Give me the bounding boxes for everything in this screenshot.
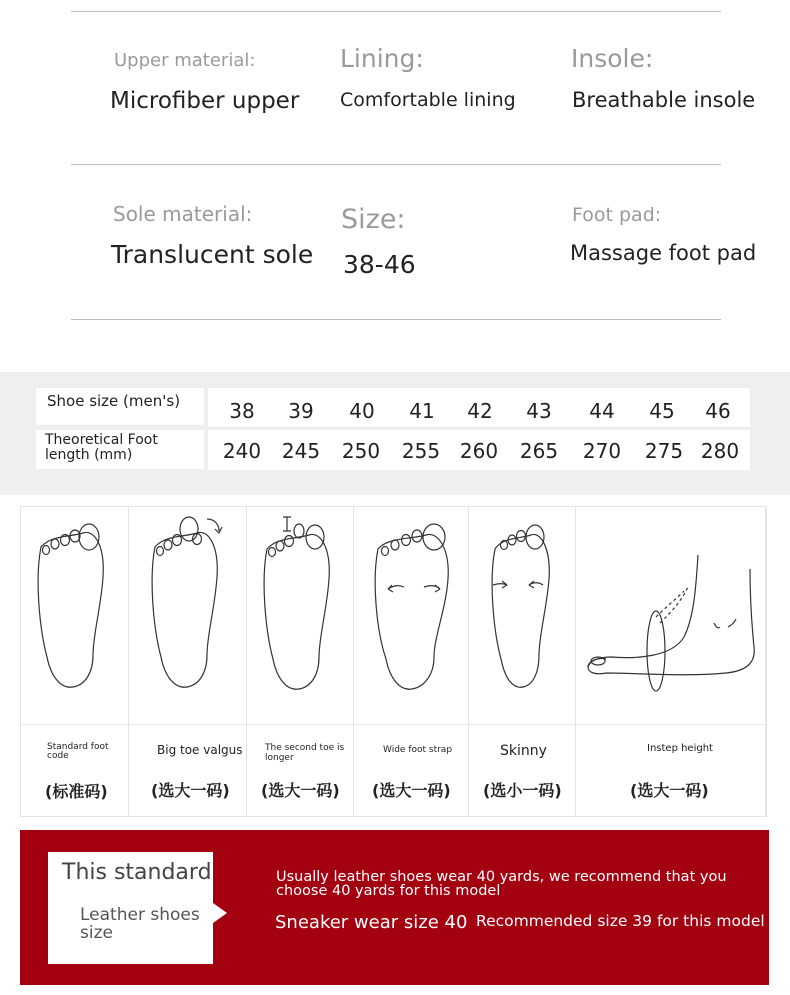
length-cell: 250 — [341, 439, 381, 463]
length-cell: 270 — [582, 439, 622, 463]
foot-type-label: Skinny — [500, 743, 547, 759]
foot-type-recommendation: (选大一码) — [372, 781, 451, 800]
divider-middle — [71, 164, 721, 165]
size-row-header: Shoe size (men's) — [47, 392, 181, 410]
foot-type-recommendation: (选大一码) — [151, 781, 230, 800]
size-label: Size: — [341, 204, 406, 235]
sole-material-value: Translucent sole — [111, 240, 314, 269]
foot-type-label: Wide foot strap — [383, 745, 453, 755]
banner-recommendation: Recommended size 39 for this model — [476, 912, 765, 930]
length-row-header: Theoretical Foot length (mm) — [45, 432, 158, 463]
foot-type-label: Big toe valgus — [157, 743, 243, 757]
insole-value: Breathable insole — [572, 88, 756, 112]
foot-type-label: Standard foot code — [47, 742, 109, 761]
size-recommendation-banner — [20, 830, 769, 985]
size-row-header-cell — [36, 388, 204, 425]
size-table — [0, 372, 790, 495]
upper-material-label: Upper material: — [114, 50, 256, 71]
standard-card-subtitle: Leather shoes size — [80, 905, 200, 943]
size-cell: 42 — [467, 399, 493, 423]
size-cell: 45 — [649, 399, 675, 423]
foot-type-label: Instep height — [647, 743, 713, 754]
foot-type-big-toe-valgus — [129, 507, 247, 816]
foot-type-wide-foot — [354, 507, 469, 816]
foot-type-label: The second toe is longer — [265, 743, 345, 763]
upper-material-value: Microfiber upper — [110, 88, 300, 114]
long-second-toe-foot-icon — [247, 507, 354, 724]
length-cell: 255 — [401, 439, 441, 463]
big-toe-valgus-foot-icon — [129, 507, 247, 724]
foot-type-recommendation: (标准码) — [45, 782, 108, 801]
foot-pad-value: Massage foot pad — [570, 241, 757, 265]
foot-type-skinny — [469, 507, 576, 816]
instep-side-foot-icon — [576, 507, 766, 724]
size-cell: 44 — [589, 399, 615, 423]
divider-bottom — [71, 319, 721, 320]
size-cell: 46 — [705, 399, 731, 423]
lining-value: Comfortable lining — [340, 89, 516, 111]
length-cell: 260 — [459, 439, 499, 463]
foot-type-table — [20, 506, 767, 817]
foot-table-divider — [21, 724, 766, 725]
sole-material-label: Sole material: — [113, 202, 253, 226]
size-cell: 39 — [288, 399, 314, 423]
foot-type-standard — [21, 507, 129, 816]
foot-type-instep-height — [576, 507, 766, 816]
banner-leather-note: Usually leather shoes wear 40 yards, we recommend that you choose 40 yards for this model — [276, 869, 727, 899]
foot-type-recommendation: (选大一码) — [630, 781, 709, 800]
foot-type-recommendation: (选大一码) — [261, 781, 340, 800]
size-value: 38-46 — [343, 250, 416, 279]
standard-card-pointer — [213, 903, 227, 923]
size-cell: 40 — [349, 399, 375, 423]
length-cell: 265 — [519, 439, 559, 463]
banner-sneaker-note: Sneaker wear size 40 — [275, 912, 468, 933]
size-cell: 38 — [229, 399, 255, 423]
length-cell: 240 — [222, 439, 262, 463]
foot-type-second-toe-longer — [247, 507, 354, 816]
standard-card — [48, 852, 213, 964]
wide-foot-icon — [354, 507, 469, 724]
length-cell: 280 — [700, 439, 740, 463]
length-row-header-cell — [36, 430, 204, 469]
size-cell: 43 — [526, 399, 552, 423]
lining-label: Lining: — [340, 44, 424, 73]
standard-foot-icon — [21, 507, 129, 724]
foot-pad-label: Foot pad: — [572, 204, 662, 226]
size-cell: 41 — [409, 399, 435, 423]
skinny-foot-icon — [469, 507, 576, 724]
insole-label: Insole: — [571, 44, 654, 73]
divider-top — [71, 11, 721, 12]
length-cell: 245 — [281, 439, 321, 463]
foot-type-recommendation: (选小一码) — [483, 781, 562, 800]
length-row — [208, 430, 750, 470]
size-row — [208, 388, 750, 427]
standard-card-title: This standard — [62, 860, 212, 885]
length-cell: 275 — [644, 439, 684, 463]
